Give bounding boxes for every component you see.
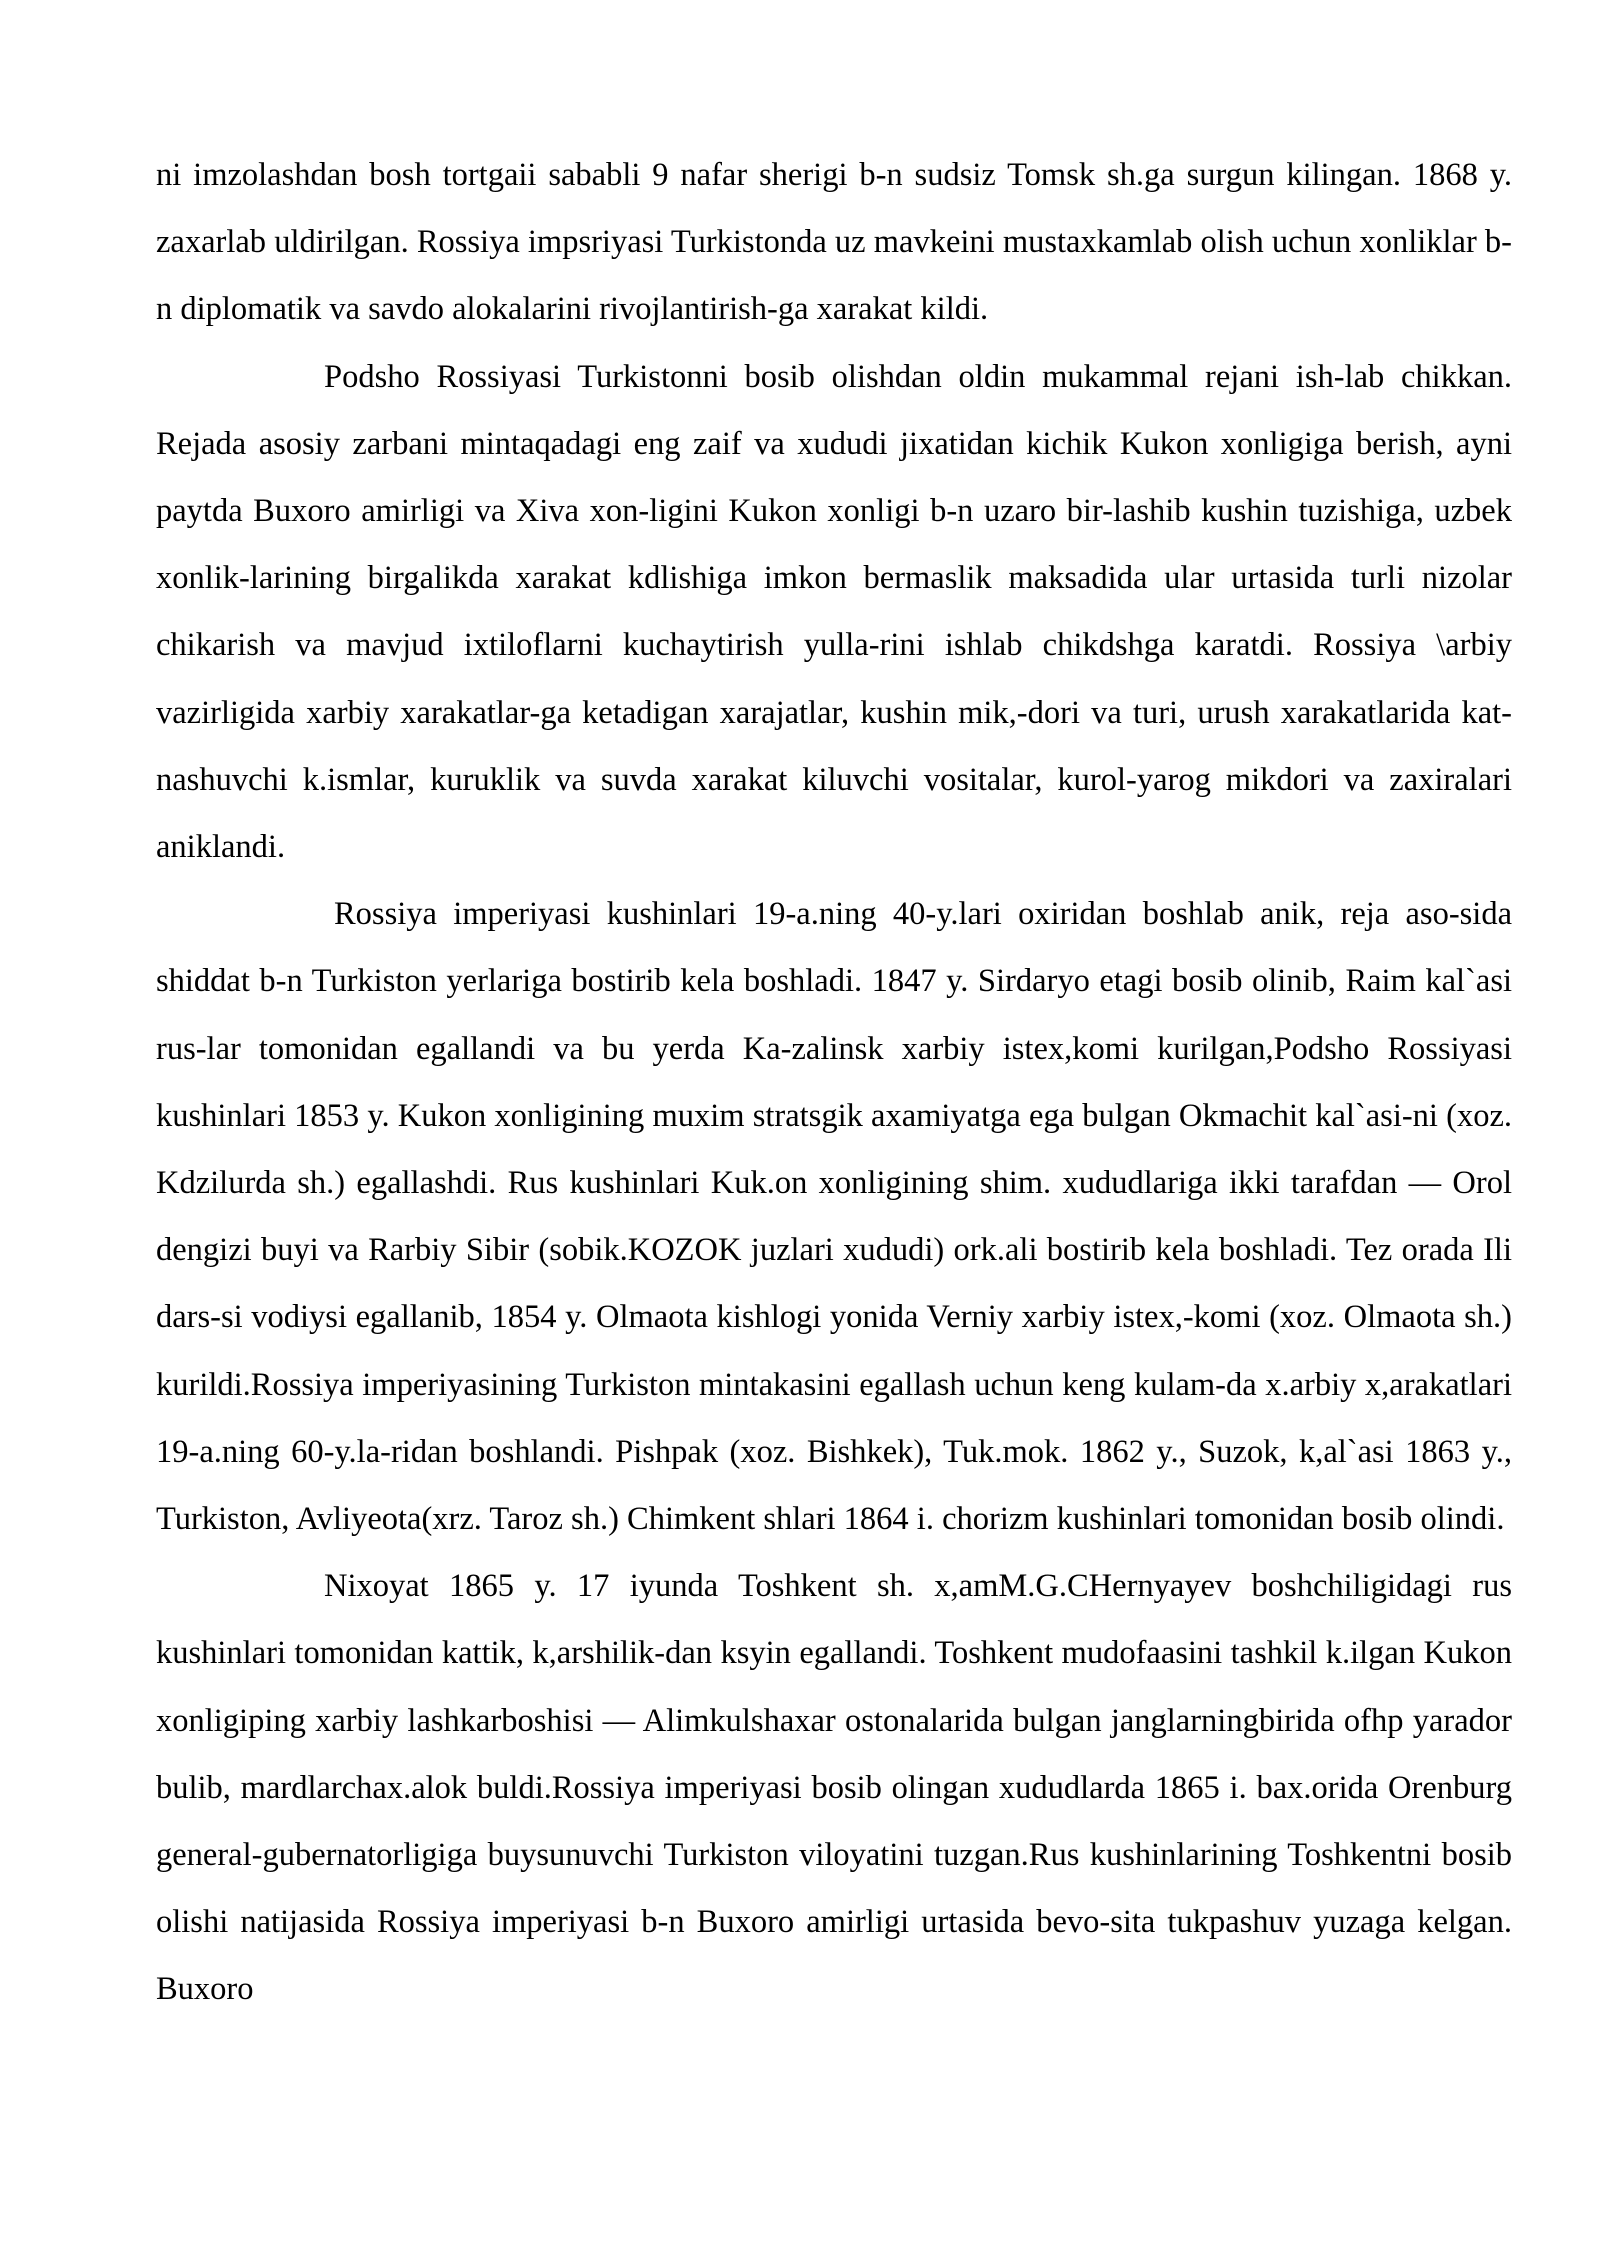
paragraph-4: Nixoyat 1865 y. 17 iyunda Toshkent sh. x,amM.G.CHernyayev boshchiligidagi rus kushinlari tomonidan kattik, k,arshilik-dan ksyin egallandi. Toshkent mudofaasini tashkil k.ilgan Kukon xonligiping xarbiy lashkarboshisi — Alimkulshaxar ostonalarida bulgan janglarningbirida ofhp yarador bulib, mardlarchax.alok buldi.Rossiya imperiyasi bosib olingan xududlarda 1865 i. bax.orida Orenburg general-gubernatorligiga buysunuvchi Turkiston viloyatini tuzgan.Rus kushinlarining Toshkentni bosib olishi natijasida Rossiya imperiyasi b-n Buxoro amirligi urtasida bevo-sita tukpashuv yuzaga kelgan. Buxoro: [156, 1568, 1512, 2008]
paragraph-3: Rossiya imperiyasi kushinlari 19-a.ning 40-y.lari oxiridan boshlab anik, reja aso-sida shiddat b-n Turkiston yerlariga bostirib kela boshladi. 1847 y. Sirdaryo etagi bosib olinib, Raim kal`asi rus-lar tomonidan egallandi va bu yerda Ka-zalinsk xarbiy istex,komi kurilgan,Podsho Rossiyasi kushinlari 1853 y. Kukon xonligining muxim stratsgik axamiyatga ega bulgan Okmachit kal`asi-ni (xoz. Kdzilurda sh.) egallashdi. Rus kushinlari Kuk.on xonligining shim. xududlariga ikki tarafdan — Orol dengizi buyi va Rarbiy Sibir (sobik.KOZOK juzlari xududi) ork.ali bostirib kela boshladi. Tez orada Ili dars-si vodiysi egallanib, 1854 y. Olmaota kishlogi yonida Verniy xarbiy istex,-komi (xoz. Olmaota sh.) kurildi.Rossiya imperiyasining Turkiston mintakasini egallash uchun keng kulam-da x.arbiy x,arakatlari 19-a.ning 60-y.la-ridan boshlandi. Pishpak (xoz. Bishkek), Tuk.mok. 1862 y., Suzok, k,al`asi 1863 y., Turkiston, Avliyeota(xrz. Taroz sh.) Chimkent shlari 1864 i. chorizm kushinlari tomonidan bosib olindi.: [156, 896, 1512, 1538]
document-page: [156, 142, 1512, 2024]
paragraph-2: Podsho Rossiyasi Turkistonni bosib olishdan oldin mukammal rejani ish-lab chikkan. Rejada asosiy zarbani mintaqadagi eng zaif va xududi jixatidan kichik Kukon xonligiga berish, ayni paytda Buxoro amirligi va Xiva xon-ligini Kukon xonligi b-n uzaro bir-lashib kushin tuzishiga, uzbek xonlik-larining birgalikda xarakat kdlishiga imkon bermaslik maksadida ular urtasida turli nizolar chikarish va mavjud ixtiloflarni kuchaytirish yulla-rini ishlab chikdshga karatdi. Rossiya \arbiy vazirligida xarbiy xarakatlar-ga ketadigan xarajatlar, kushin mik,-dori va turi, urush xarakatlarida kat-nashuvchi k.ismlar, kuruklik va suvda xarakat kiluvchi vositalar, kurol-yarog mikdori va zaxiralari aniklandi.: [156, 358, 1512, 866]
paragraph-1: ni imzolashdan bosh tortgaii sababli 9 nafar sherigi b-n sudsiz Tomsk sh.ga surgun kilingan. 1868 y. zaxarlab uldirilgan. Rossiya impsriyasi Turkistonda uz mavkeini mustaxkamlab olish uchun xonliklar b-n diplomatik va savdo alokalarini rivojlantirish-ga xarakat kildi.: [156, 157, 1512, 328]
